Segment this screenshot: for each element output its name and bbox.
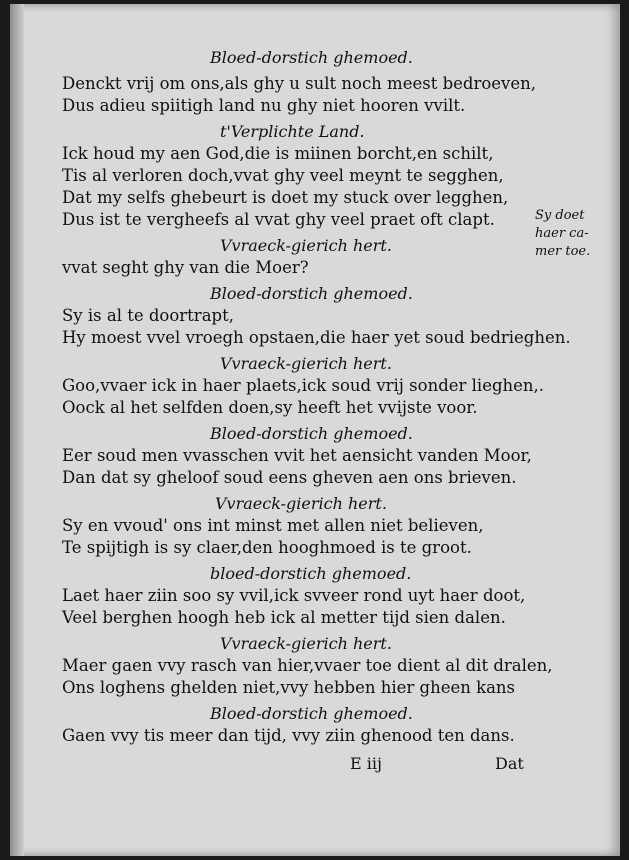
verse-line: Sy is al te doortrapt, bbox=[62, 306, 234, 325]
speaker-heading: Bloed-dorstich ghemoed. bbox=[210, 284, 413, 303]
speaker-heading: Vvraeck-gierich hert. bbox=[220, 354, 392, 373]
verse-line: Tis al verloren doch,vvat ghy veel meynt te segghen, bbox=[62, 166, 504, 185]
book-page bbox=[10, 4, 620, 856]
verse-line: Dus ist te vergheefs al vvat ghy veel praet oft clapt. bbox=[62, 210, 495, 229]
speaker-heading: Vvraeck-gierich hert. bbox=[220, 236, 392, 255]
signature-mark: E iij bbox=[350, 754, 382, 773]
speaker-heading: Bloed-dorstich ghemoed. bbox=[210, 704, 413, 723]
verse-line: Eer soud men vvasschen vvit het aensicht vanden Moor, bbox=[62, 446, 532, 465]
speaker-heading: bloed-dorstich ghemoed. bbox=[210, 564, 412, 583]
verse-line: Ons loghens ghelden niet,vvy hebben hier gheen kans bbox=[62, 678, 516, 697]
verse-line: Dan dat sy gheloof soud eens gheven aen ons brieven. bbox=[62, 468, 517, 487]
speaker-heading: t'Verplichte Land. bbox=[220, 122, 365, 141]
catchword: Dat bbox=[495, 754, 524, 773]
stage-direction-margin-note bbox=[535, 207, 590, 261]
verse-line: Maer gaen vvy rasch van hier,vvaer toe dient al dit dralen, bbox=[62, 656, 553, 675]
verse-line: Gaen vvy tis meer dan tijd, vvy ziin ghenood ten dans. bbox=[62, 726, 515, 745]
verse-line: Ick houd my aen God,die is miinen borcht,en schilt, bbox=[62, 144, 494, 163]
speaker-heading: Bloed-dorstich ghemoed. bbox=[210, 48, 413, 67]
verse-line: Dat my selfs ghebeurt is doet my stuck over legghen, bbox=[62, 188, 509, 207]
margin-note-line: mer toe. bbox=[535, 244, 591, 259]
page-gutter bbox=[10, 4, 24, 856]
verse-line: Oock al het selfden doen,sy heeft het vvijste voor. bbox=[62, 398, 478, 417]
margin-note-line: haer ca- bbox=[535, 226, 589, 241]
margin-note-line: Sy doet bbox=[535, 208, 585, 223]
verse-line: Goo,vvaer ick in haer plaets,ick soud vrij sonder lieghen,. bbox=[62, 376, 545, 395]
speaker-heading: Vvraeck-gierich hert. bbox=[215, 494, 387, 513]
verse-line: vvat seght ghy van die Moer? bbox=[62, 258, 309, 277]
verse-line: Veel berghen hoogh heb ick al metter tijd sien dalen. bbox=[62, 608, 506, 627]
verse-line: Sy en vvoud' ons int minst met allen niet believen, bbox=[62, 516, 484, 535]
verse-line: Te spijtigh is sy claer,den hooghmoed is te groot. bbox=[62, 538, 472, 557]
speaker-heading: Bloed-dorstich ghemoed. bbox=[210, 424, 413, 443]
verse-line: Hy moest vvel vroegh opstaen,die haer yet soud bedrieghen. bbox=[62, 328, 571, 347]
verse-line: Dus adieu spiitigh land nu ghy niet hooren vvilt. bbox=[62, 96, 466, 115]
verse-line: Laet haer ziin soo sy vvil,ick svveer rond uyt haer doot, bbox=[62, 586, 526, 605]
verse-line: Denckt vrij om ons,als ghy u sult noch meest bedroeven, bbox=[62, 74, 537, 93]
speaker-heading: Vvraeck-gierich hert. bbox=[220, 634, 392, 653]
